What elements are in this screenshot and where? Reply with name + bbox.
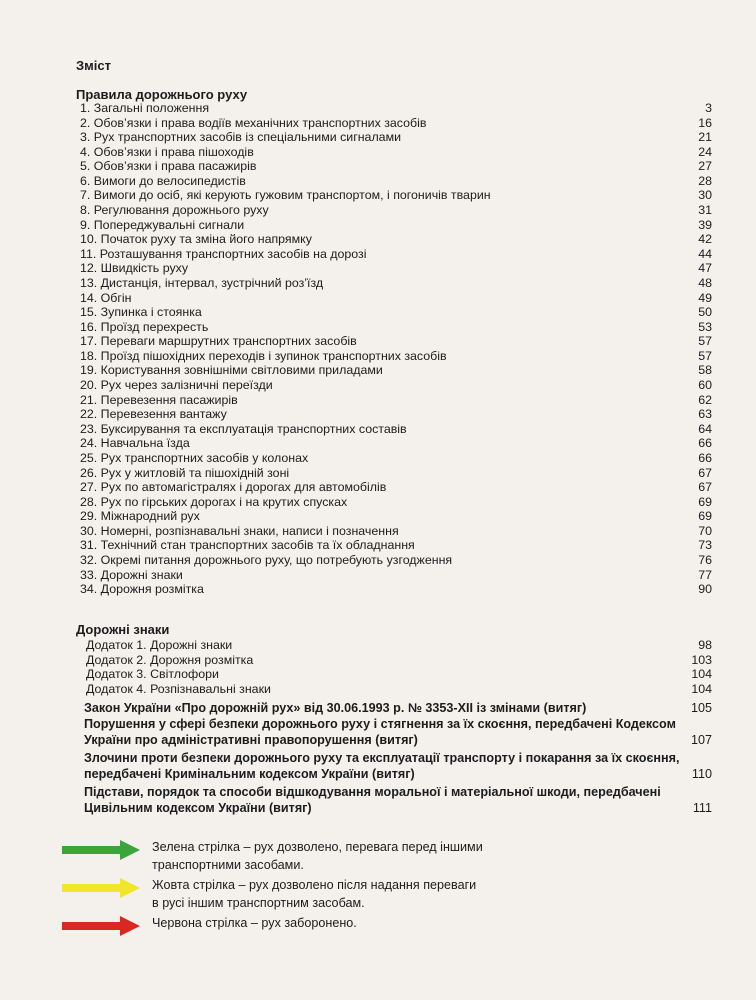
toc-entry-page: 21 xyxy=(698,130,712,145)
appendix-row xyxy=(82,667,712,682)
toc-entry-page: 3 xyxy=(705,101,712,115)
toc-entry-page: 31 xyxy=(698,203,712,218)
toc-row xyxy=(76,261,712,276)
law-row xyxy=(84,784,712,816)
toc-row xyxy=(76,378,712,393)
toc-entry-page: 66 xyxy=(698,436,712,451)
legend-description xyxy=(152,838,483,874)
toc-entry-title: 5. Обов’язки і права пасажирів xyxy=(80,159,257,174)
toc-row xyxy=(76,232,712,247)
toc-entry-title: 18. Проїзд пішохідних переходів і зупинок транспортних засобів xyxy=(80,348,447,363)
toc-entry-title: 31. Технічний стан транспортних засобів та їх обладнання xyxy=(80,538,415,553)
legend-line: Зелена стрілка – рух дозволено, перевага перед іншими xyxy=(152,840,483,854)
legend-line: транспортними засобами. xyxy=(152,858,304,872)
law-page: 107 xyxy=(690,733,712,747)
appendix-page: 104 xyxy=(691,681,712,696)
toc-row xyxy=(76,436,712,451)
toc-entry-title: 2. Обов’язки і права водіїв механічних транспортних засобів xyxy=(80,115,427,130)
toc-row xyxy=(76,276,712,291)
toc-entry-page: 76 xyxy=(698,552,712,567)
toc-entry-page: 64 xyxy=(698,421,712,436)
appendix-row xyxy=(82,653,712,668)
toc-row xyxy=(76,203,712,218)
law-title: Підстави, порядок та способи відшкодування моральної і матеріальної шкоди, передбачені Цивільним кодексом України (витяг) xyxy=(84,785,661,815)
toc-row xyxy=(76,480,712,495)
legend-line: Жовта стрілка – рух дозволено після надання переваги xyxy=(152,878,477,892)
toc-row xyxy=(76,159,712,174)
toc-entry-page: 42 xyxy=(698,232,712,247)
toc-entry-page: 66 xyxy=(698,450,712,465)
appendix-title: Додаток 4. Розпізнавальні знаки xyxy=(86,681,271,696)
toc-entry-title: 20. Рух через залізничні переїзди xyxy=(80,378,273,393)
toc-entry-page: 60 xyxy=(698,378,712,393)
toc-entry-title: 26. Рух у житловій та пішохідній зоні xyxy=(80,465,290,480)
toc-entry-title: 10. Початок руху та зміна його напрямку xyxy=(80,232,312,247)
toc-row xyxy=(76,174,712,189)
toc-entry-title: 15. Зупинка і стоянка xyxy=(80,305,202,320)
appendix-title: Додаток 3. Світлофори xyxy=(86,667,219,681)
toc-entry-page: 69 xyxy=(698,494,712,509)
appendix-page: 98 xyxy=(698,638,712,652)
toc-entry-page: 63 xyxy=(698,407,712,422)
legend-item xyxy=(62,876,702,918)
toc-entry-page: 16 xyxy=(698,115,712,130)
legend-description xyxy=(152,914,357,932)
toc-entry-title: 16. Проїзд перехресть xyxy=(80,319,209,334)
toc-entry-page: 53 xyxy=(698,319,712,334)
page-title: Зміст xyxy=(76,58,111,73)
toc-entry-page: 50 xyxy=(698,305,712,320)
toc-entry-page: 49 xyxy=(698,290,712,305)
toc-entry-title: 27. Рух по автомагістралях і дорогах для автомобілів xyxy=(80,480,387,495)
toc-row xyxy=(76,247,712,262)
toc-row xyxy=(76,188,712,203)
toc-row xyxy=(76,320,712,335)
toc-entry-page: 47 xyxy=(698,261,712,276)
toc-entry-title: 7. Вимоги до осіб, які керують гужовим транспортом, і погоничів тварин xyxy=(80,188,491,203)
toc-row xyxy=(76,538,712,553)
toc-entry-page: 77 xyxy=(698,567,712,582)
red-arrow-icon xyxy=(62,916,140,936)
law-title: Злочини проти безпеки дорожнього руху та експлуатації транспорту і покарання за їх скоєння, передбачені Кримінальним кодексом України (витяг) xyxy=(84,751,680,781)
toc-entry-title: 29. Міжнародний рух xyxy=(80,509,200,524)
appendix-page: 104 xyxy=(691,667,712,681)
toc-entry-title: 17. Переваги маршрутних транспортних засобів xyxy=(80,334,357,349)
toc-entry-title: 14. Обгін xyxy=(80,290,132,305)
toc-entry-title: 32. Окремі питання дорожнього руху, що потребують узгодження xyxy=(80,552,453,567)
green-arrow-icon xyxy=(62,840,140,860)
toc-entry-title: 24. Навчальна їзда xyxy=(80,436,190,451)
law-page: 105 xyxy=(690,701,712,715)
law-page: 110 xyxy=(691,767,712,781)
toc-entry-title: 34. Дорожня розмітка xyxy=(80,582,204,597)
toc-entry-page: 57 xyxy=(698,334,712,349)
legend-line: Червона стрілка – рух заборонено. xyxy=(152,916,357,930)
toc-row xyxy=(76,101,712,116)
toc-row xyxy=(76,582,712,597)
law-page: 111 xyxy=(692,801,712,815)
toc-row xyxy=(76,218,712,233)
toc-entry-title: 8. Регулювання дорожнього руху xyxy=(80,203,269,218)
toc-entry-page: 90 xyxy=(698,582,712,597)
appendix-row xyxy=(82,682,712,697)
toc-row xyxy=(76,451,712,466)
toc-entry-page: 27 xyxy=(698,159,712,174)
toc-row xyxy=(76,495,712,510)
appendix-title: Додаток 2. Дорожня розмітка xyxy=(86,652,254,667)
toc-entry-page: 39 xyxy=(698,217,712,232)
toc-entry-title: 3. Рух транспортних засобів із спеціальними сигналами xyxy=(80,130,402,145)
legend-description xyxy=(152,876,476,912)
toc-row xyxy=(76,363,712,378)
toc-row xyxy=(76,553,712,568)
toc-row xyxy=(76,305,712,320)
section-heading-rules: Правила дорожнього руху xyxy=(76,87,248,102)
toc-entry-title: 13. Дистанція, інтервал, зустрічний роз’їзд xyxy=(80,275,324,290)
toc-entry-page: 57 xyxy=(698,348,712,363)
toc-row xyxy=(76,116,712,131)
toc-row xyxy=(76,407,712,422)
toc-entry-title: 11. Розташування транспортних засобів на дорозі xyxy=(80,246,367,261)
toc-entry-title: 25. Рух транспортних засобів у колонах xyxy=(80,450,309,465)
toc-entry-page: 24 xyxy=(698,144,712,159)
toc-entry-page: 44 xyxy=(698,246,712,261)
toc-entry-page: 67 xyxy=(698,480,712,495)
toc-entry-title: 21. Перевезення пасажирів xyxy=(80,392,238,407)
toc-entry-page: 73 xyxy=(698,538,712,553)
toc-entry-page: 28 xyxy=(698,173,712,188)
toc-row xyxy=(76,509,712,524)
legend-line: в русі іншим транспортним засобам. xyxy=(152,896,365,910)
toc-row xyxy=(76,422,712,437)
toc-entry-page: 67 xyxy=(698,465,712,480)
toc-row xyxy=(76,291,712,306)
yellow-arrow-icon xyxy=(62,878,140,898)
toc-entry-title: 28. Рух по гірських дорогах і на крутих спусках xyxy=(80,494,348,509)
toc-entry-page: 30 xyxy=(698,188,712,203)
appendix-row xyxy=(82,638,712,653)
toc-entry-page: 58 xyxy=(698,363,712,378)
toc-entry-title: 4. Обов’язки і права пішоходів xyxy=(80,144,254,159)
law-title: Закон України «Про дорожній рух» від 30.06.1993 р. № 3353-XII із змінами (витяг) xyxy=(84,701,587,715)
law-title: Порушення у сфері безпеки дорожнього руху і стягнення за їх скоєння, передбачені Кодексом України про адміністративні правопорушення (витяг) xyxy=(84,717,676,747)
law-row xyxy=(84,750,712,782)
toc-entry-title: 19. Користування зовнішніми світловими приладами xyxy=(80,363,383,378)
toc-row xyxy=(76,393,712,408)
toc-row xyxy=(76,568,712,583)
toc-entry-title: 23. Буксирування та експлуатація транспортних составів xyxy=(80,421,407,436)
toc-row xyxy=(76,130,712,145)
toc-row xyxy=(76,349,712,364)
toc-row xyxy=(76,524,712,539)
law-row xyxy=(84,700,712,716)
toc-entry-page: 69 xyxy=(698,509,712,524)
toc-entry-page: 70 xyxy=(698,523,712,538)
toc-entry-title: 22. Перевезення вантажу xyxy=(80,407,227,422)
toc-entry-page: 48 xyxy=(698,275,712,290)
section-heading-signs: Дорожні знаки xyxy=(76,622,170,637)
toc-row xyxy=(76,466,712,481)
toc-entry-title: 6. Вимоги до велосипедистів xyxy=(80,173,246,188)
toc-entry-title: 9. Попереджувальні сигнали xyxy=(80,217,245,232)
legend-item xyxy=(62,914,702,956)
toc-row xyxy=(76,334,712,349)
toc-entry-title: 12. Швидкість руху xyxy=(80,261,189,276)
toc-entry-title: 33. Дорожні знаки xyxy=(80,567,183,582)
legend-item xyxy=(62,838,702,880)
toc-row xyxy=(76,145,712,160)
toc-entry-page: 62 xyxy=(698,392,712,407)
toc-entry-title: 30. Номерні, розпізнавальні знаки, написи і позначення xyxy=(80,523,399,538)
appendix-page: 103 xyxy=(691,652,712,667)
toc-entry-title: 1. Загальні положення xyxy=(80,101,210,115)
appendix-title: Додаток 1. Дорожні знаки xyxy=(86,638,233,652)
law-row xyxy=(84,716,712,748)
